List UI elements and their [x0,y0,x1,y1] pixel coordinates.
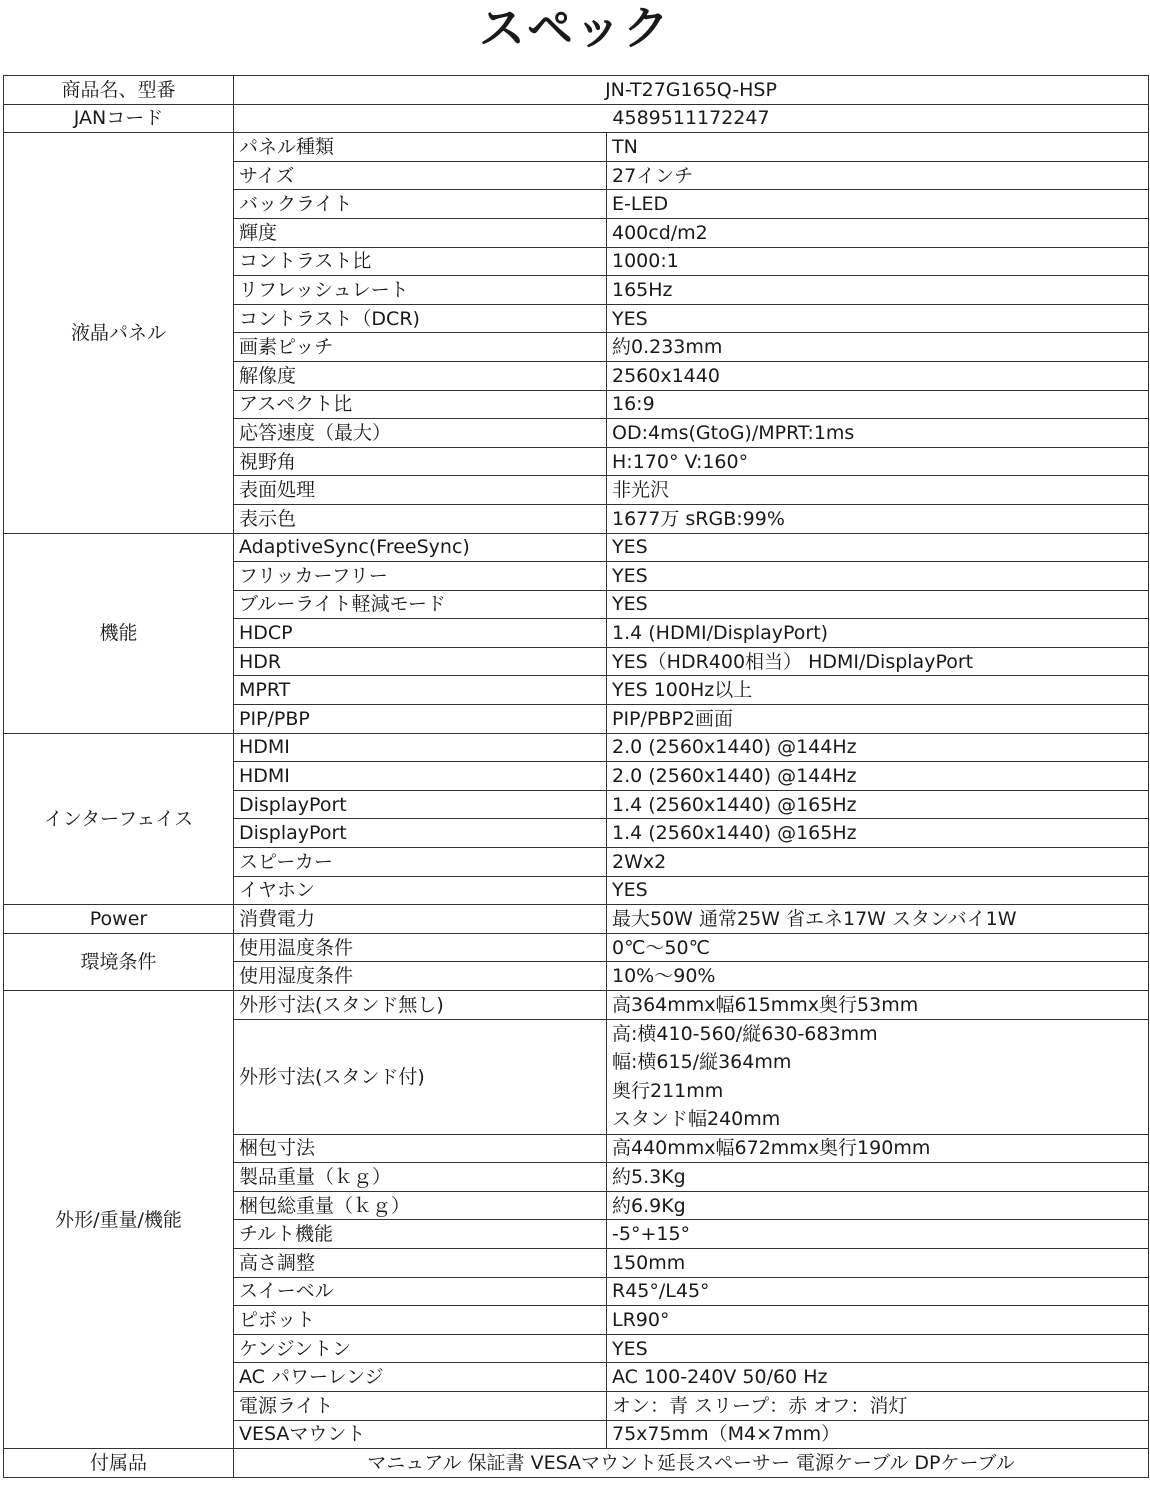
spec-label: 画素ピッチ [234,333,607,362]
spec-label: 使用温度条件 [234,933,607,962]
spec-label: アスペクト比 [234,390,607,419]
spec-label: PIP/PBP [234,705,607,734]
spec-value: 2560x1440 [607,361,1149,390]
spec-value: 2.0 (2560x1440) @144Hz [607,733,1149,762]
spec-label: コントラスト比 [234,247,607,276]
category-cell: 外形/重量/機能 [4,991,234,1449]
spec-value: 1.4 (2560x1440) @165Hz [607,790,1149,819]
table-row [4,733,1149,762]
table-row [4,533,1149,562]
spec-label: AC パワーレンジ [234,1363,607,1392]
spec-value: 最大50W 通常25W 省エネ17W スタンバイ1W [607,905,1149,934]
spec-value-line: 幅:横615/縦364mm [612,1051,792,1074]
accessories-label: 付属品 [4,1449,234,1478]
spec-value-line: 高:横410-560/縦630-683mm [612,1022,878,1045]
spec-value: 高364mmx幅615mmx奥行53mm [607,991,1149,1020]
spec-value: オン：青 スリープ：赤 オフ：消灯 [607,1391,1149,1420]
spec-value: R45°/L45° [607,1277,1149,1306]
spec-value: 0℃～50℃ [607,933,1149,962]
spec-label: 外形寸法(スタンド無し) [234,991,607,1020]
category-cell: Power [4,905,234,934]
spec-label: DisplayPort [234,790,607,819]
spec-label: HDCP [234,619,607,648]
spec-value: 高440mmx幅672mmx奥行190mm [607,1134,1149,1163]
spec-value-line: スタンド幅240mm [612,1108,781,1131]
category-cell: 液晶パネル [4,133,234,533]
spec-label: ピボット [234,1306,607,1335]
category-cell: 機能 [4,533,234,733]
table-row [4,991,1149,1020]
spec-value: 約0.233mm [607,333,1149,362]
category-cell: 環境条件 [4,933,234,990]
spec-value: YES [607,562,1149,591]
spec-value: LR90° [607,1306,1149,1335]
spec-value: 約5.3Kg [607,1163,1149,1192]
spec-label: 解像度 [234,361,607,390]
spec-label: 応答速度（最大） [234,419,607,448]
spec-label: 使用湿度条件 [234,962,607,991]
spec-value: 約6.9Kg [607,1191,1149,1220]
table-row-accessories [4,1449,1149,1478]
spec-value: E-LED [607,190,1149,219]
spec-label: HDMI [234,762,607,791]
spec-label: DisplayPort [234,819,607,848]
spec-value-multiline [607,1019,1149,1134]
jan-code-value: 4589511172247 [234,104,1149,133]
spec-value: 75x75mm（M4×7mm） [607,1420,1149,1449]
spec-label: MPRT [234,676,607,705]
spec-label: コントラスト（DCR) [234,304,607,333]
accessories-value: マニュアル 保証書 VESAマウント延長スペーサー 電源ケーブル DPケーブル [234,1449,1149,1478]
spec-table-body [4,76,1149,1478]
spec-label: 表面処理 [234,476,607,505]
jan-code-label: JANコード [4,104,234,133]
spec-label: VESAマウント [234,1420,607,1449]
spec-label: 梱包総重量（ｋｇ） [234,1191,607,1220]
table-row [4,133,1149,162]
table-row-product-name [4,76,1149,105]
spec-value: YES [607,590,1149,619]
spec-label: 高さ調整 [234,1248,607,1277]
spec-label: HDMI [234,733,607,762]
spec-value: OD:4ms(GtoG)/MPRT:1ms [607,419,1149,448]
spec-label: 表示色 [234,504,607,533]
spec-value: AC 100-240V 50/60 Hz [607,1363,1149,1392]
spec-value: -5°+15° [607,1220,1149,1249]
spec-label: 製品重量（ｋｇ） [234,1163,607,1192]
spec-value: 1000:1 [607,247,1149,276]
spec-value: YES [607,304,1149,333]
spec-value: 400cd/m2 [607,218,1149,247]
spec-table [3,75,1149,1478]
spec-label: HDR [234,647,607,676]
spec-value: YES 100Hz以上 [607,676,1149,705]
spec-label: 梱包寸法 [234,1134,607,1163]
table-row-jan-code [4,104,1149,133]
page-title: スペック [479,1,671,55]
spec-value: 27インチ [607,161,1149,190]
spec-value: YES [607,533,1149,562]
spec-label: イヤホン [234,876,607,905]
spec-value: 16:9 [607,390,1149,419]
spec-label: 消費電力 [234,905,607,934]
spec-label: フリッカーフリー [234,562,607,591]
spec-label: チルト機能 [234,1220,607,1249]
spec-value: 1.4 (HDMI/DisplayPort) [607,619,1149,648]
spec-value: YES（HDR400相当） HDMI/DisplayPort [607,647,1149,676]
spec-label: 視野角 [234,447,607,476]
spec-label: ブルーライト軽減モード [234,590,607,619]
spec-value: 165Hz [607,276,1149,305]
spec-label: サイズ [234,161,607,190]
spec-value: YES [607,876,1149,905]
spec-value-line: 奥行211mm [612,1079,724,1102]
spec-value: 2.0 (2560x1440) @144Hz [607,762,1149,791]
table-row [4,933,1149,962]
spec-label: スイーベル [234,1277,607,1306]
spec-label: スピーカー [234,848,607,877]
spec-label: 輝度 [234,218,607,247]
spec-label: 外形寸法(スタンド付) [234,1019,607,1134]
spec-value: H:170° V:160° [607,447,1149,476]
product-name-label: 商品名、型番 [4,76,234,105]
spec-value: PIP/PBP2画面 [607,705,1149,734]
spec-value: 1.4 (2560x1440) @165Hz [607,819,1149,848]
spec-label: パネル種類 [234,133,607,162]
spec-label: 電源ライト [234,1391,607,1420]
spec-value: 150mm [607,1248,1149,1277]
category-cell: インターフェイス [4,733,234,905]
spec-label: ケンジントン [234,1334,607,1363]
spec-label: リフレッシュレート [234,276,607,305]
spec-label: バックライト [234,190,607,219]
spec-value: 2Wx2 [607,848,1149,877]
spec-value: 非光沢 [607,476,1149,505]
table-row [4,905,1149,934]
spec-value: 1677万 sRGB:99% [607,504,1149,533]
product-name-value: JN-T27G165Q-HSP [234,76,1149,105]
spec-label: AdaptiveSync(FreeSync) [234,533,607,562]
spec-value: TN [607,133,1149,162]
spec-value: YES [607,1334,1149,1363]
spec-value: 10%～90% [607,962,1149,991]
